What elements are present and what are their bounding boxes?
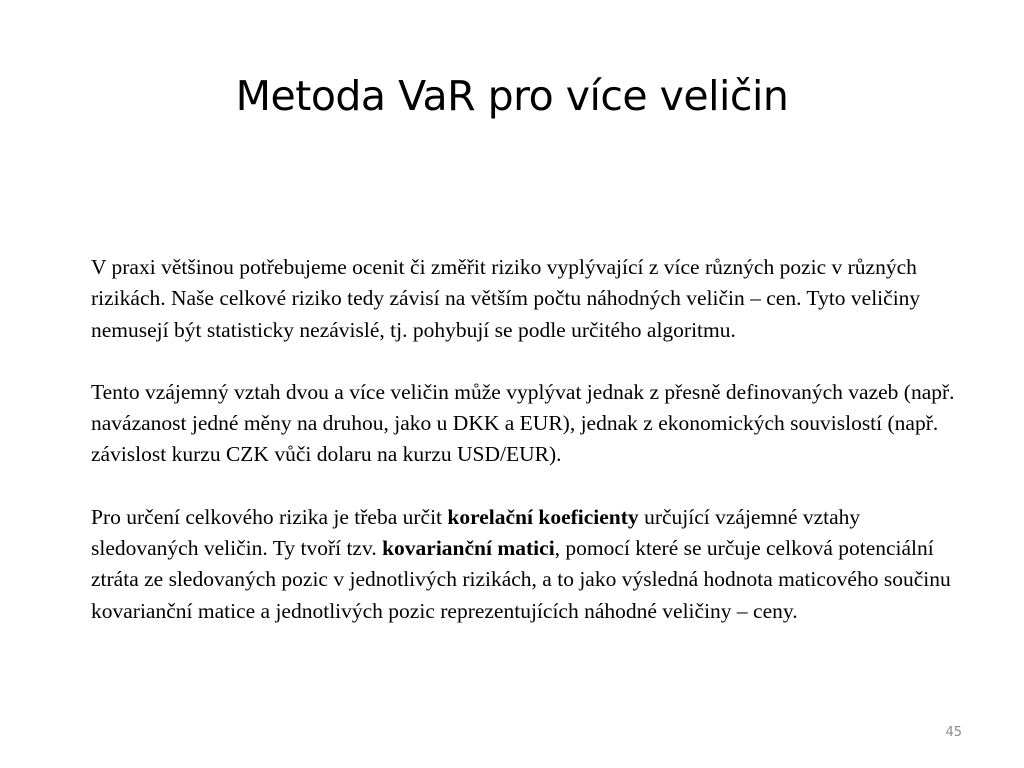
paragraph-1: V praxi většinou potřebujeme ocenit či změřit riziko vyplývající z více různých pozic v různých rizikách. Naše celkové riziko tedy závisí na větším počtu náhodných veličin – cen. Tyto veličiny nemusejí být statisticky nezávislé, tj. pohybují se podle určitého algoritmu. (91, 255, 921, 342)
slide-number: 45 (945, 725, 962, 740)
paragraph-3 (91, 502, 971, 627)
slide-body (91, 252, 971, 627)
paragraph-3-text-1: Pro určení celkového rizika je třeba určit (91, 504, 448, 529)
paragraph-3-text-2: určující vzájemné vztahy sledovaných veličin. Ty tvoří tzv. (91, 504, 861, 561)
paragraph-2: Tento vzájemný vztah dvou a více veličin může vyplývat jednak z přesně definovaných vazeb (např. navázanost jedné měny na druhou, jako u DKK a EUR), jednak z ekonomických souvislostí (např. závislost kurzu CZK vůči dolaru na kurzu USD/EUR). (91, 379, 955, 467)
bold-term-correlation-coefficients: korelační koeficienty (447, 504, 639, 529)
paragraph-3-text-3: , pomocí které se určuje celková potenciální ztráta ze sledovaných pozic v jednotlivých rizikách, a to jako výsledná hodnota maticového součinu kovarianční matice a jednotlivých pozic reprezentujících náhodné veličiny – ceny. (91, 536, 951, 623)
slide-title: Metoda VaR pro více veličin (235, 72, 789, 120)
bold-term-covariance-matrix: kovarianční matici (382, 536, 555, 561)
